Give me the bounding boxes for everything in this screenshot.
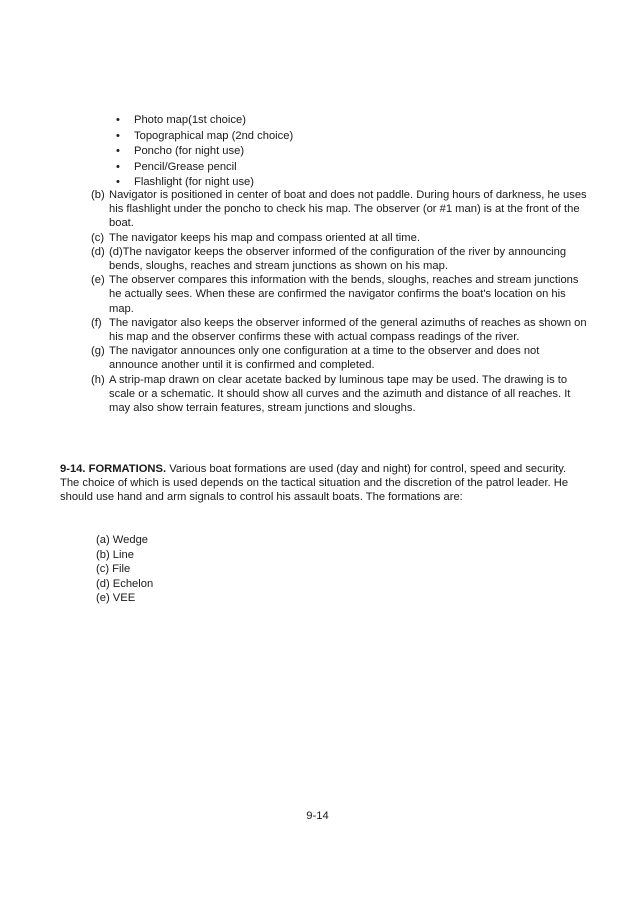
- duty-text: The navigator keeps his map and compass oriented at all time.: [109, 231, 420, 244]
- duty-label: (d): [91, 245, 105, 258]
- duty-text: The observer compares this information with the bends, sloughs, reaches and stream junctions he actually sees. When these are confirmed the navigator confirms the boat's location on his map.: [109, 274, 579, 315]
- list-item-text: Poncho (for night use): [134, 145, 245, 157]
- duty-text: Navigator is positioned in center of boat and does not paddle. During hours of darkness, he uses his flashlight under the poncho to check his map. The observer (or #1 man) is at the front of the boat.: [109, 189, 587, 230]
- duty-label: (b): [91, 189, 105, 201]
- section-heading: 9-14. FORMATIONS.: [60, 463, 167, 475]
- formations-section: [60, 462, 580, 505]
- duty-item: [91, 344, 591, 372]
- list-item-text: Pencil/Grease pencil: [134, 160, 237, 173]
- duty-label: (h): [91, 373, 105, 386]
- duty-item: [91, 188, 591, 231]
- duty-label: (c): [91, 231, 105, 244]
- formation-item: (a) Wedge: [96, 534, 149, 546]
- bullet-icon: •: [116, 160, 120, 173]
- duty-text: The navigator also keeps the observer informed of the general azimuths of reaches as shown on his map and the observer confirms these with actual compass readings of the river.: [109, 316, 587, 344]
- section-body: Various boat formations are used (day and night) for control, speed and security. The choice of which is used depends on the tactical situation and the discretion of the patrol leader. He should use hand and arm signals to control his assault boats. The formations are:: [60, 463, 569, 504]
- duty-item: [91, 373, 591, 416]
- list-item: [112, 144, 512, 160]
- duty-item: [91, 316, 591, 344]
- formation-item: (b) Line: [96, 548, 134, 561]
- duty-item: [91, 231, 591, 245]
- list-item: [112, 129, 512, 145]
- duty-text: A strip-map drawn on clear acetate backed by luminous tape may be used. The drawing is to scale or a schematic. It should show all curves and the azimuth and distance of all reaches. It may also show terrain features, stream junctions and sloughs.: [109, 373, 571, 415]
- page-number: 9-14: [306, 810, 329, 822]
- duty-text: (d)The navigator keeps the observer informed of the configuration of the river by announcing bends, sloughs, reaches and stream junctions as shown on his map.: [109, 245, 567, 273]
- equipment-list: [112, 113, 512, 191]
- navigator-duties-list: [91, 188, 591, 415]
- list-item-text: Photo map(1st choice): [134, 114, 246, 126]
- formation-item: (c) File: [96, 563, 131, 575]
- bullet-icon: •: [116, 176, 120, 188]
- duty-label: (g): [91, 345, 105, 358]
- bullet-icon: •: [116, 129, 120, 142]
- list-item-text: Flashlight (for night use): [134, 176, 255, 188]
- formation-item: (e) VEE: [96, 592, 136, 604]
- list-item: [112, 160, 512, 176]
- formations-list: [96, 533, 296, 606]
- bullet-icon: •: [116, 114, 120, 126]
- duty-item: [91, 273, 591, 316]
- duty-item: [91, 245, 591, 273]
- list-item-text: Topographical map (2nd choice): [134, 129, 294, 142]
- formation-item: (d) Echelon: [96, 577, 154, 590]
- bullet-icon: •: [116, 145, 120, 157]
- duty-text: The navigator announces only one configuration at a time to the observer and does not announce another until it is confirmed and completed.: [109, 345, 540, 372]
- duty-label: (e): [91, 274, 105, 287]
- list-item: [112, 113, 512, 129]
- duty-label: (f): [91, 316, 102, 329]
